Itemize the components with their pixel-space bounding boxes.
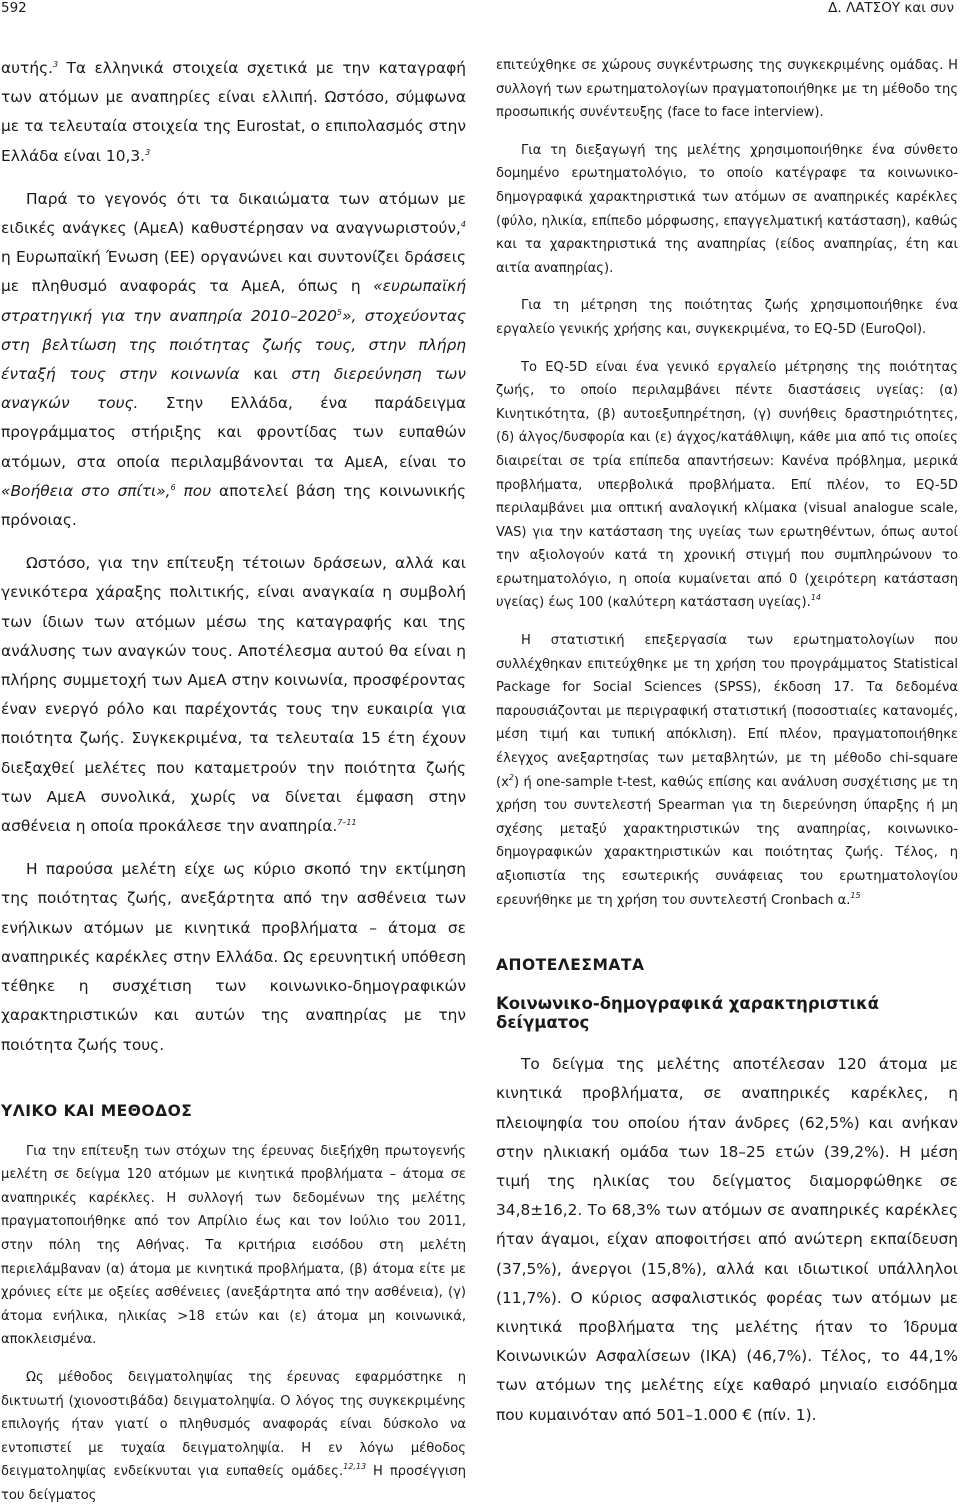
methods-paragraph-1: Για την επίτευξη των στόχων της έρευνας διεξήχθη πρωτογενής μελέτη σε δείγμα 120 ατόμων με κινητικά προβλήματα – άτομα σε αναπηρικές καρέκλες. Η συλλογή των δεδομένων της μελέτης πραγματοποιήθηκε από τον Απρίλιο έως και τον Ιούλιο του 2011, στην πόλη της Αθήνας. Τα κριτήρια εισόδου στη μελέτη περιελάμβαναν (α) άτομα με κινητικά προβλήματα, (β) άτομα είτε με χρόνιες είτε με οξείες ασθένειες (ανεξάρτητα από την ασθένεια), (γ) άτομα ενήλικα, ηλικίας >18 ετών και (ε) άτομα μη κοινωνικά, αποκλεισμένα. (1, 1143, 466, 1348)
running-title: Δ. ΛΑΤΣΟΥ και συν (828, 0, 954, 16)
intro-section (1, 54, 466, 1060)
methods-heading: ΥΛΙΚΟ ΚΑΙ ΜΕΘΟΔΟΣ (1, 1101, 193, 1120)
intro-paragraph-3: Ωστόσο, για την επίτευξη τέτοιων δράσεων, αλλά και γενικότερα χάραξης πολιτικής, είναι αναγκαία η συμβολή των ίδιων των ατόμων μέσω της καταγραφής και της ανάλυσης των αναγκών τους. Αποτέλεσμα αυτού θα είναι η πλήρης συμμετοχή των ΑμεΑ στην κοινωνία, προσφέροντας έναν ενεργό ρόλο και παρέχοντάς τους την ευκαιρία για ποιότητα ζωής. Συγκεκριμένα, τα τελευταία 15 έτη έχουν διεξαχθεί μελέτες που καταμετρούν την ποιότητα ζωής των ΑμεΑ συνολικά, χωρίς να δίνεται έμφαση στην ασθένεια η οποία προκάλεσε την αναπηρία.$^{7-11}$ (1, 554, 466, 836)
methods-paragraph-6: Το EQ-5D είναι ένα γενικό εργαλείο μέτρησης της ποιότητας ζωής, το οποίο περιλαμβάνει πέντε διαστάσεις υγείας: (α) Κινητικότητα, (β) αυτοεξυπηρέτηση, (γ) συνήθεις δραστηριότητες, (δ) άλγος/δυσφορία και (ε) άγχος/κατάθλιψη, κάθε μια από τις οποίες διαιρείται σε τρία επίπεδα απαντήσεων: Κανένα πρόβλημα, μερικά προβλήματα, υπερβολικά προβλήματα. Επί πλέον, το EQ-5D περιλαμβάνει μια οπτική αναλογική κλίμακα (visual analogue scale, VAS) για την κατάσταση της υγείας των ερωτηθέντων, όπως αυτοί την αξιολογούν κατά τη χρονική στιγμή που συμπληρώνουν το ερωτηματολόγιο, η οποία κυμαίνεται από 0 (χειρότερη κατάσταση υγείας) έως 100 (καλύτερη κατάσταση υγείας).$^{14}$ (496, 359, 958, 611)
methods-paragraph-5: Για τη μέτρηση της ποιότητας ζωής χρησιμοποιήθηκε ένα εργαλείο γενικής χρήσης και, συγκεκριμένα, το EQ-5D (EuroQol). (496, 298, 958, 337)
methods-paragraph-2: Ως μέθοδος δειγματοληψίας της έρευνας εφαρμόστηκε η δικτυωτή (χιονοστιβάδα) δειγματοληψία. Ο λόγος της συγκεκριμένης επιλογής ήταν γιατί ο πληθυσμός αναφοράς είναι δύσκολο να εντοπιστεί με τυχαία δειγματοληψία. Η εν λόγω μέθοδος δειγματοληψίας ενδείκνυται για ευπαθείς ομάδες.$^{12,13}$ Η προσέγγιση του δείγματος (1, 1370, 466, 1504)
methods-paragraph-7: Η στατιστική επεξεργασία των ερωτηματολογίων που συλλέχθηκαν επιτεύχθηκε με τη χρήση του προγράμματος Statistical Package for Social Sciences (SPSS), έκδοση 17. Τα δεδομένα παρουσιάζονται με περιγραφική στατιστική (ποσοστιαίες κατανομές, μέση τιμή και τυπική απόκλιση). Επί πλέον, πραγματοποιήθηκε έλεγχος ανεξαρτησίας των μεταβλητών, με τη μέθοδο chi-square $(x^2)$ ή one-sample t-test, καθώς επίσης και ανάλυση συσχέτισης με τη χρήση του συντελεστή Spearman για τη διερεύνηση ύπαρξης ή μη σχέσης μεταξύ χαρακτηριστικών της αναπηρίας, κοινωνικο-δημογραφικών χαρακτηριστικών και ποιότητας ζωής. Τέλος, η αξιοπιστία της εσωτερικής συνάφειας του ερωτηματολογίου ερευνήθηκε με τη χρήση του συντελεστή Cronbach α.$^{15}$ (496, 633, 958, 908)
left-column (1, 54, 466, 1508)
methods-section (1, 1140, 466, 1508)
intro-paragraph-2: Παρά το γεγονός ότι τα δικαιώματα των ατόμων με ειδικές ανάγκες (ΑμεΑ) καθυστέρησαν να αναγνωριστούν,$^4$ η Ευρωπαϊκή Ένωση (ΕΕ) οργανώνει και συντονίζει δράσεις με πληθυσμό αναφοράς τα ΑμεΑ, όπως η «ευρωπαϊκή στρατηγική για την αναπηρία 2010–2020$^5$», στοχεύοντας στη βελτίωση της ποιότητας ζωής τους, στην πλήρη ένταξή τους στην κοινωνία και στη διερεύνηση των αναγκών τους. Στην Ελλάδα, ένα παράδειγμα προγράμματος στήριξης και φροντίδας των ευπαθών ατόμων, στα οποία περιλαμβάνονται τα ΑμεΑ, είναι το «Βοήθεια στο σπίτι»,$^6$ που αποτελεί βάση της κοινωνικής πρόνοιας. (1, 189, 467, 530)
results-section (496, 1050, 958, 1430)
page-header (0, 0, 960, 22)
methods-continued (496, 54, 958, 912)
intro-paragraph-1: αυτής.$^3$ Τα ελληνικά στοιχεία σχετικά με την καταγραφή των ατόμων με αναπηρίες είναι ελλιπή. Ωστόσο, σύμφωνα με τα τελευταία στοιχεία της Eurostat, ο επιπολασμός στην Ελλάδα είναι 10,3.$^3$ (1, 59, 466, 165)
results-subheading: Κοινωνικο-δημογραφικά χαρακτηριστικά δείγματος (496, 994, 880, 1033)
right-column (496, 54, 958, 1430)
results-heading: ΑΠΟΤΕΛΕΣΜΑΤΑ (496, 956, 645, 975)
intro-paragraph-4: Η παρούσα μελέτη είχε ως κύριο σκοπό την εκτίμηση της ποιότητας ζωής, ανεξάρτητα από την ασθένεια των ενήλικων ατόμων με κινητικά προβλήματα – άτομα σε αναπηρικές καρέκλες στην Ελλάδα. Ως ερευνητική υπόθεση τέθηκε η συσχέτιση των κοινωνικο-δημογραφικών χαρακτηριστικών και αυτών της αναπηρίας με την ποιότητα ζωής τους. (1, 860, 466, 1054)
methods-paragraph-4: Για τη διεξαγωγή της μελέτης χρησιμοποιήθηκε ένα σύνθετο δομημένο ερωτηματολόγιο, το οποίο κατέγραφε τα κοινωνικο-δημογραφικά χαρακτηριστικά των ατόμων σε αναπηρικές καρέκλες (φύλο, ηλικία, επίπεδο μόρφωσης, επαγγελματική κατάσταση), καθώς και τα χαρακτηριστικά της αναπηρίας (είδος αναπηρίας, έτη και αιτία αναπηρίας). (496, 142, 958, 276)
methods-paragraph-3: επιτεύχθηκε σε χώρους συγκέντρωσης της συγκεκριμένης ομάδας. Η συλλογή των ερωτηματολογίων πραγματοποιήθηκε με τη μέθοδο της προσωπικής συνέντευξης (face to face interview). (496, 58, 958, 121)
results-paragraph-1: Το δείγμα της μελέτης αποτέλεσαν 120 άτομα με κινητικά προβλήματα, σε αναπηρικές καρέκλες, η πλειοψηφία του οποίου ήταν άνδρες (62,5%) και ανήκαν στην ηλικιακή ομάδα των 18–25 ετών (39,2%). Η μέση τιμή της ηλικίας του δείγματος διαμορφώθηκε σε 34,8±16,2. Το 68,3% των ατόμων σε αναπηρικές καρέκλες ήταν άγαμοι, είχαν αποφοιτήσει από ανώτερη εκπαίδευση (37,5%), άνεργοι (15,8%), αλλά και ιδιωτικοί υπάλληλοι (11,7%). Ο κύριος ασφαλιστικός φορέας των ατόμων με κινητικά προβλήματα της μελέτης ήταν το Ίδρυμα Κοινωνικών Ασφαλίσεων (ΙΚΑ) (46,7%). Τέλος, το 44,1% των ατόμων της μελέτης είχε καθαρό μηνιαίο εισόδημα που κυμαινόταν από 501–1.000 € (πίν. 1). (496, 1055, 958, 1424)
page-number: 592 (1, 0, 27, 16)
